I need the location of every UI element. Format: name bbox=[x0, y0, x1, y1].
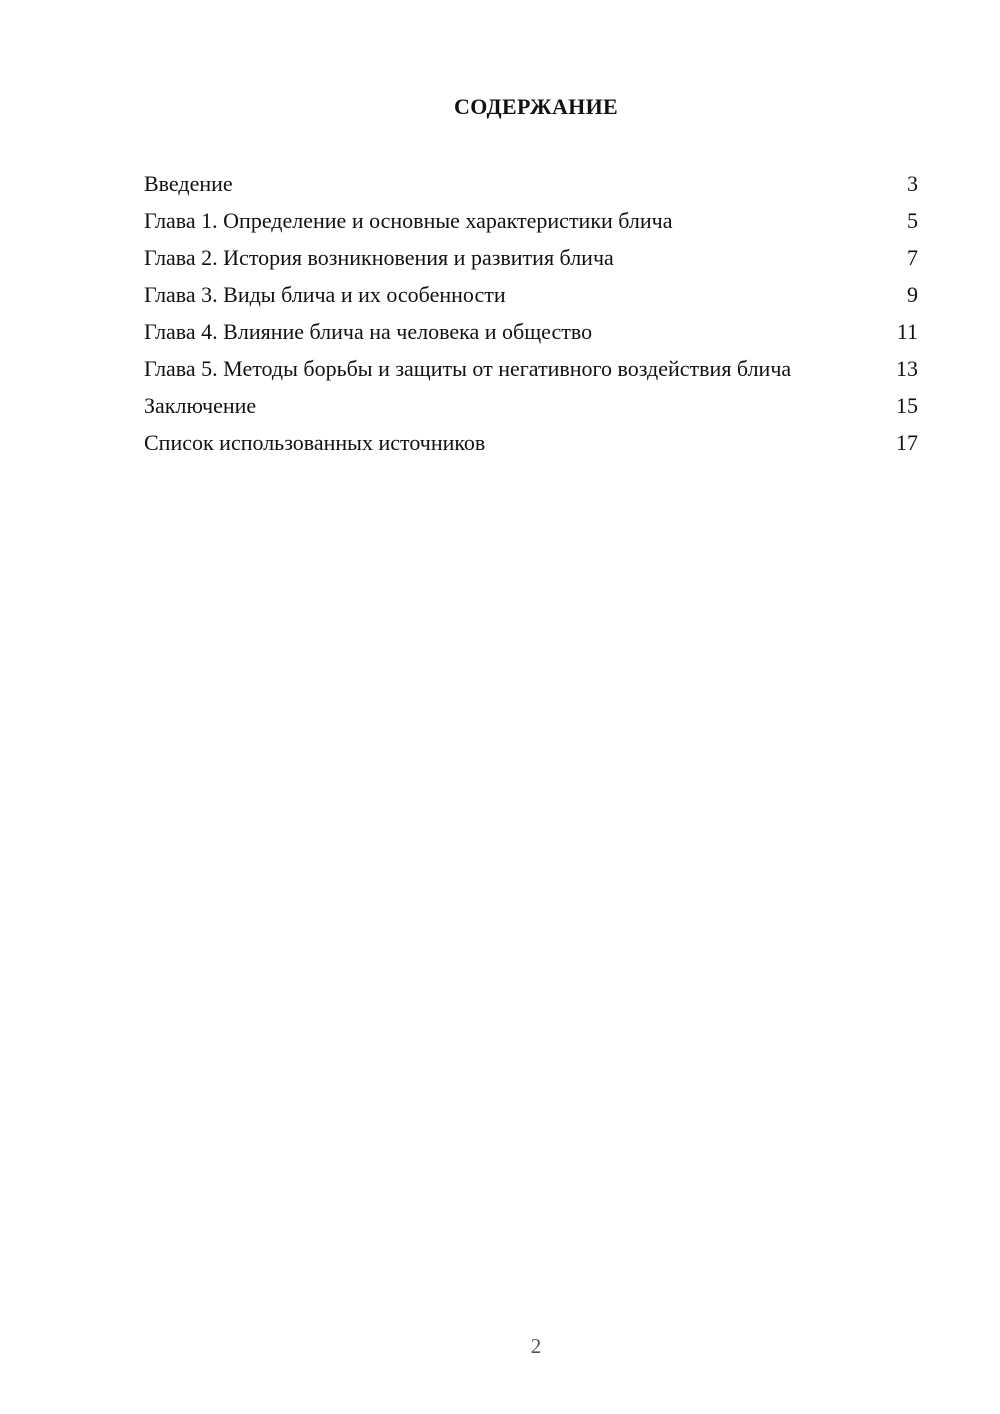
toc-entry-page: 7 bbox=[907, 245, 918, 270]
toc-entry-page: 11 bbox=[896, 319, 918, 344]
toc-entry-label: Глава 4. Влияние блича на человека и общество bbox=[144, 319, 593, 344]
toc-entry-chapter-1 bbox=[144, 207, 918, 235]
toc-entry-label: Глава 1. Определение и основные характеристики блича bbox=[144, 208, 673, 233]
page-title: СОДЕРЖАНИЕ bbox=[454, 94, 618, 119]
toc-entry-page: 9 bbox=[907, 282, 918, 307]
toc-entry-introduction bbox=[144, 170, 918, 198]
toc-entry-label: Глава 5. Методы борьбы и защиты от негативного воздействия блича bbox=[144, 356, 792, 381]
toc-entry-label: Введение bbox=[144, 171, 233, 196]
toc-entry-conclusion bbox=[144, 392, 918, 420]
toc-entry-label: Глава 3. Виды блича и их особенности bbox=[144, 282, 506, 307]
toc-entry-chapter-5 bbox=[144, 355, 918, 383]
page-number: 2 bbox=[530, 1334, 542, 1358]
toc-entry-label: Заключение bbox=[144, 393, 257, 418]
toc-entry-label: Глава 2. История возникновения и развития блича bbox=[144, 245, 614, 270]
toc-entry-chapter-4 bbox=[144, 318, 918, 346]
toc-entry-page: 13 bbox=[896, 356, 918, 381]
toc-entry-chapter-3 bbox=[144, 281, 918, 309]
toc-entry-page: 5 bbox=[907, 208, 918, 233]
toc-entry-page: 17 bbox=[896, 430, 918, 455]
toc-entry-label: Список использованных источников bbox=[144, 430, 486, 455]
toc-entry-page: 15 bbox=[896, 393, 918, 418]
toc-entry-page: 3 bbox=[907, 171, 918, 196]
table-of-contents bbox=[144, 170, 918, 466]
toc-entry-chapter-2 bbox=[144, 244, 918, 272]
toc-entry-references bbox=[144, 429, 918, 457]
